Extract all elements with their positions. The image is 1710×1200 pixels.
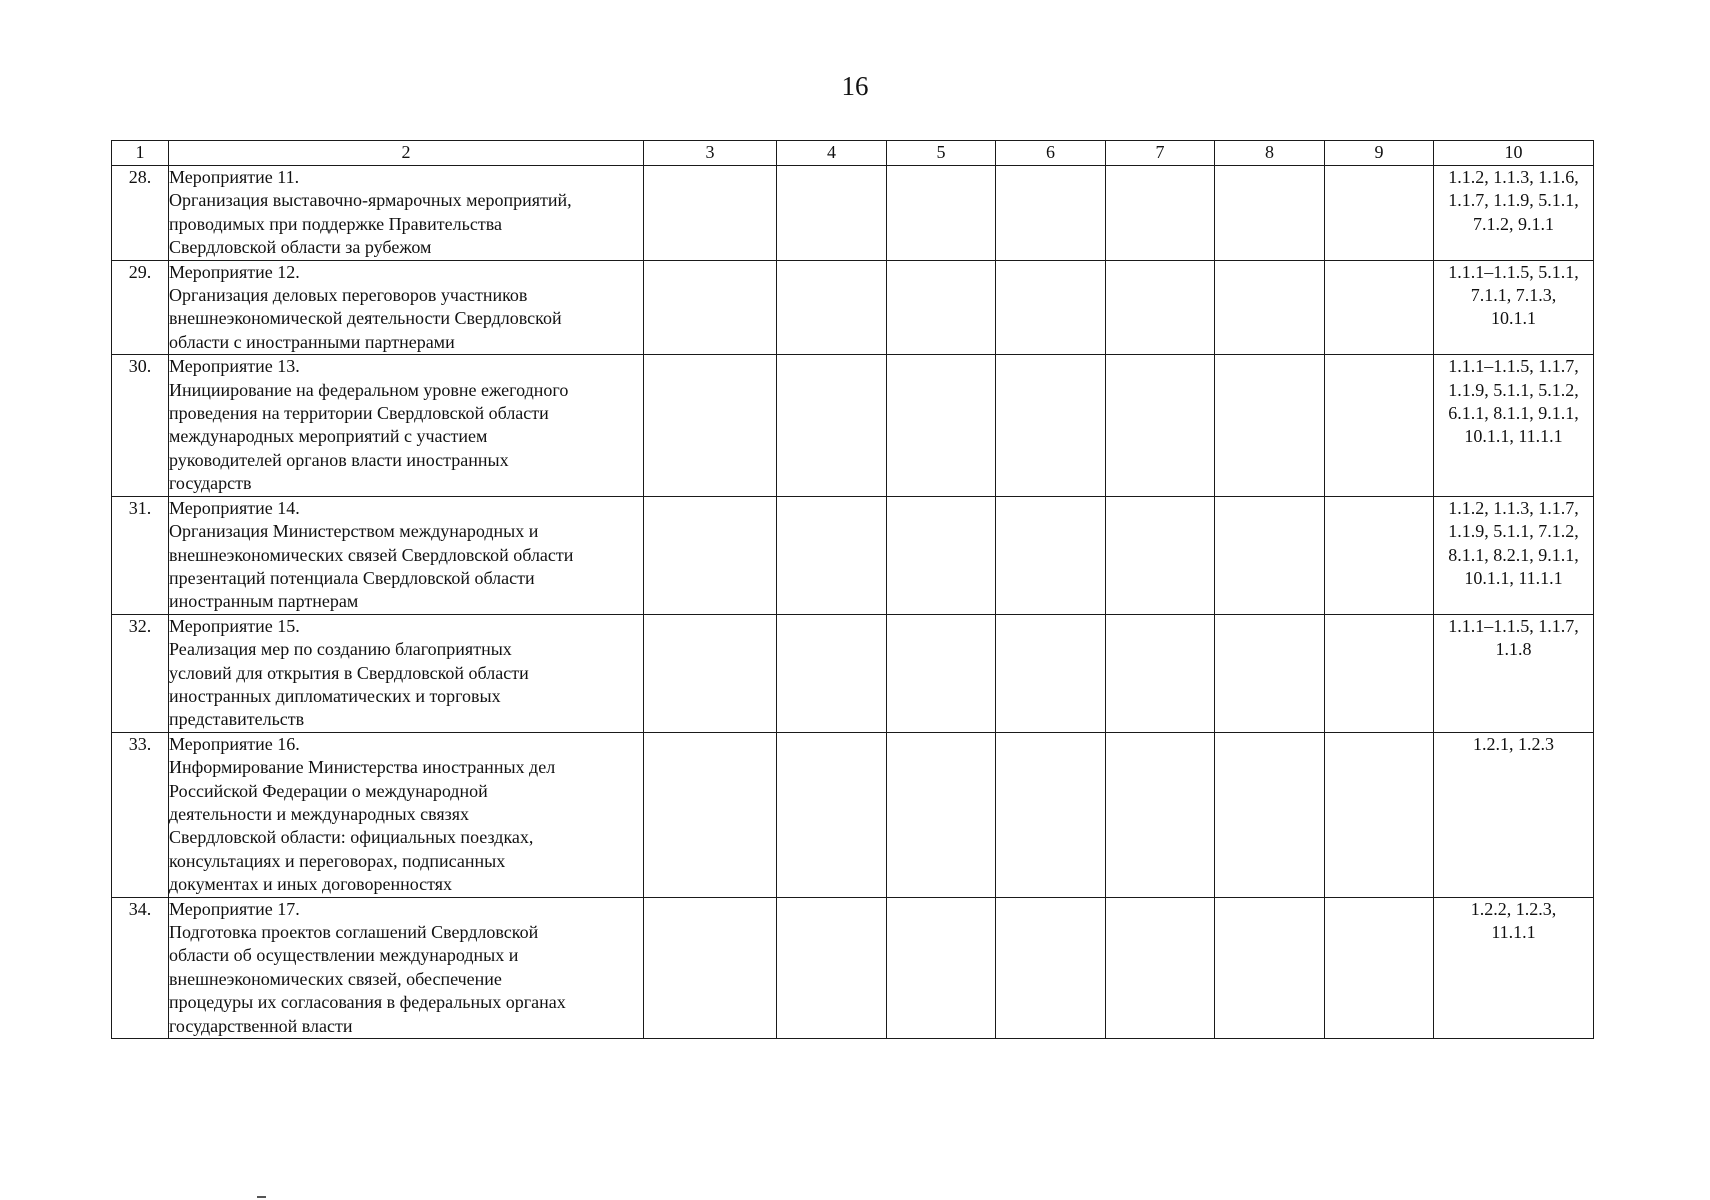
description-line: документах и иных договоренностях [169, 874, 453, 895]
empty-cell [887, 732, 996, 897]
description-line: государств [169, 473, 252, 494]
target-refs [1434, 166, 1594, 261]
row-number: 32. [112, 614, 169, 732]
description-line: Подготовка проектов соглашений Свердловской [169, 922, 539, 942]
table-row [112, 355, 1594, 496]
target-refs [1434, 732, 1594, 897]
row-number: 28. [112, 166, 169, 261]
empty-cell [1106, 166, 1215, 261]
refs-line: 1.1.9, 5.1.1, 5.1.2, [1448, 379, 1579, 400]
description-line: проводимых при поддержке Правительства [169, 213, 502, 234]
table-row [112, 732, 1594, 897]
description-line: Свердловской области за рубежом [169, 237, 432, 258]
header-cell: 2 [169, 141, 644, 166]
activity-description [169, 166, 644, 261]
empty-cell [887, 496, 996, 614]
description-line: процедуры их согласования в федеральных органах [169, 992, 566, 1013]
activities-table [111, 140, 1594, 1039]
description-line: условий для открытия в Свердловской области [169, 662, 529, 683]
empty-cell [1215, 897, 1325, 1038]
empty-cell [996, 260, 1106, 355]
header-row [112, 141, 1594, 166]
refs-line: 10.1.1, 11.1.1 [1464, 426, 1563, 447]
empty-cell [1106, 355, 1215, 496]
description-line: Реализация мер по созданию благоприятных [169, 639, 512, 660]
empty-cell [1325, 496, 1434, 614]
description-line: внешнеэкономической деятельности Свердловской [169, 308, 562, 329]
activity-description [169, 732, 644, 897]
target-refs [1434, 897, 1594, 1038]
target-refs [1434, 355, 1594, 496]
header-cell: 7 [1106, 141, 1215, 166]
activity-description [169, 496, 644, 614]
empty-cell [1325, 897, 1434, 1038]
empty-cell [1325, 260, 1434, 355]
description-line: руководителей органов власти иностранных [169, 449, 509, 470]
table-row [112, 496, 1594, 614]
description-line: Информирование Министерства иностранных дел [169, 757, 556, 778]
empty-cell [996, 614, 1106, 732]
empty-cell [777, 166, 887, 261]
activity-title: Мероприятие 12. [169, 261, 300, 282]
refs-line: 10.1.1 [1491, 308, 1536, 329]
empty-cell [1325, 355, 1434, 496]
refs-line: 1.1.1–1.1.5, 5.1.1, [1448, 261, 1579, 282]
refs-line: 7.1.1, 7.1.3, [1470, 285, 1557, 306]
empty-cell [887, 260, 996, 355]
empty-cell [1215, 614, 1325, 732]
empty-cell [777, 496, 887, 614]
header-cell: 4 [777, 141, 887, 166]
description-line: презентаций потенциала Свердловской области [169, 567, 535, 588]
refs-line: 6.1.1, 8.1.1, 9.1.1, [1448, 403, 1579, 424]
scan-mark [257, 1196, 266, 1198]
refs-line: 7.1.2, 9.1.1 [1473, 213, 1554, 234]
empty-cell [1106, 897, 1215, 1038]
activity-description [169, 355, 644, 496]
activity-title: Мероприятие 11. [169, 167, 300, 187]
description-line: Организация деловых переговоров участников [169, 285, 528, 306]
description-line: проведения на территории Свердловской области [169, 403, 549, 424]
empty-cell [777, 897, 887, 1038]
target-refs [1434, 260, 1594, 355]
header-cell: 1 [112, 141, 169, 166]
empty-cell [777, 732, 887, 897]
refs-line: 1.1.1–1.1.5, 1.1.7, [1448, 615, 1579, 636]
activity-description [169, 614, 644, 732]
description-line: деятельности и международных связях [169, 803, 470, 824]
description-line: Российской Федерации о международной [169, 780, 488, 801]
header-cell: 3 [644, 141, 777, 166]
header-cell: 9 [1325, 141, 1434, 166]
empty-cell [644, 897, 777, 1038]
empty-cell [887, 897, 996, 1038]
header-cell: 8 [1215, 141, 1325, 166]
activity-description [169, 260, 644, 355]
row-number: 30. [112, 355, 169, 496]
empty-cell [996, 897, 1106, 1038]
description-line: области с иностранными партнерами [169, 331, 455, 352]
description-line: представительств [169, 709, 305, 730]
header-cell: 10 [1434, 141, 1594, 166]
table-row [112, 166, 1594, 261]
empty-cell [887, 166, 996, 261]
description-line: внешнеэкономических связей Свердловской области [169, 544, 574, 565]
empty-cell [1215, 496, 1325, 614]
refs-line: 1.1.1–1.1.5, 1.1.7, [1448, 356, 1579, 377]
empty-cell [644, 496, 777, 614]
table-row [112, 260, 1594, 355]
activity-description [169, 897, 644, 1038]
target-refs [1434, 496, 1594, 614]
empty-cell [644, 355, 777, 496]
empty-cell [1325, 166, 1434, 261]
refs-line: 1.1.7, 1.1.9, 5.1.1, [1448, 190, 1579, 211]
empty-cell [1215, 260, 1325, 355]
row-number: 33. [112, 732, 169, 897]
refs-line: 1.1.2, 1.1.3, 1.1.6, [1448, 167, 1579, 187]
description-line: международных мероприятий с участием [169, 426, 488, 447]
description-line: Организация Министерством международных и [169, 521, 539, 542]
description-line: внешнеэкономических связей, обеспечение [169, 968, 502, 989]
refs-line: 1.1.2, 1.1.3, 1.1.7, [1448, 497, 1579, 518]
table-row [112, 614, 1594, 732]
activity-title: Мероприятие 14. [169, 497, 300, 518]
refs-line: 1.2.2, 1.2.3, [1470, 898, 1557, 919]
empty-cell [777, 614, 887, 732]
description-line: Организация выставочно-ярмарочных мероприятий, [169, 190, 572, 211]
description-line: Инициирование на федеральном уровне ежегодного [169, 379, 569, 400]
table-row [112, 897, 1594, 1038]
header-cell: 5 [887, 141, 996, 166]
refs-line: 10.1.1, 11.1.1 [1464, 567, 1563, 588]
empty-cell [996, 732, 1106, 897]
activity-title: Мероприятие 15. [169, 615, 300, 636]
empty-cell [1325, 614, 1434, 732]
row-number: 31. [112, 496, 169, 614]
page-number: 16 [841, 71, 869, 101]
description-line: Свердловской области: официальных поездках, [169, 827, 534, 848]
empty-cell [777, 260, 887, 355]
description-line: государственной власти [169, 1015, 353, 1036]
empty-cell [1215, 732, 1325, 897]
description-line: области об осуществлении международных и [169, 945, 519, 966]
empty-cell [644, 166, 777, 261]
description-line: иностранных дипломатических и торговых [169, 685, 501, 706]
description-line: консультациях и переговорах, подписанных [169, 850, 506, 871]
empty-cell [887, 614, 996, 732]
description-line: иностранным партнерам [169, 591, 359, 612]
empty-cell [644, 614, 777, 732]
empty-cell [644, 732, 777, 897]
empty-cell [1106, 496, 1215, 614]
target-refs [1434, 614, 1594, 732]
activity-title: Мероприятие 16. [169, 733, 300, 754]
refs-line: 11.1.1 [1491, 922, 1536, 942]
activity-title: Мероприятие 17. [169, 898, 300, 919]
empty-cell [1325, 732, 1434, 897]
empty-cell [1106, 614, 1215, 732]
refs-line: 8.1.1, 8.2.1, 9.1.1, [1448, 544, 1579, 565]
empty-cell [887, 355, 996, 496]
refs-line: 1.2.1, 1.2.3 [1473, 733, 1554, 754]
row-number: 34. [112, 897, 169, 1038]
empty-cell [996, 496, 1106, 614]
activity-title: Мероприятие 13. [169, 356, 300, 377]
empty-cell [644, 260, 777, 355]
empty-cell [1106, 732, 1215, 897]
empty-cell [777, 355, 887, 496]
empty-cell [996, 355, 1106, 496]
empty-cell [1106, 260, 1215, 355]
refs-line: 1.1.9, 5.1.1, 7.1.2, [1448, 521, 1579, 542]
empty-cell [996, 166, 1106, 261]
header-cell: 6 [996, 141, 1106, 166]
empty-cell [1215, 166, 1325, 261]
row-number: 29. [112, 260, 169, 355]
empty-cell [1215, 355, 1325, 496]
refs-line: 1.1.8 [1495, 639, 1532, 660]
